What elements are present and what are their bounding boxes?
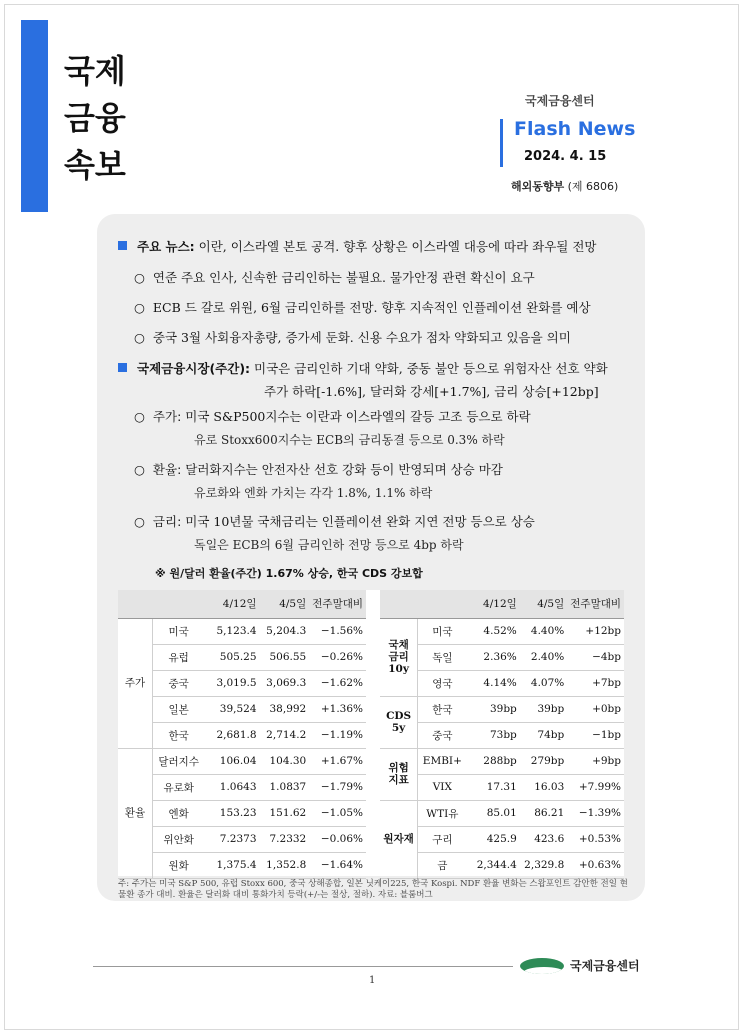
table-cell: +0.63% (567, 852, 624, 878)
row-group-label: 위험 지표 (380, 748, 418, 800)
table-cell: 5,204.3 (260, 618, 310, 644)
table-cell: −1.62% (309, 670, 366, 696)
dept-name: 해외동향부 (511, 180, 565, 193)
table-cell: 104.30 (260, 748, 310, 774)
market-item-continuation: 유로 Stoxx600지수는 ECB의 금리동결 등으로 0.3% 하락 (194, 433, 505, 447)
table-cell: 39,524 (204, 696, 259, 722)
row-label: 미국 (153, 618, 205, 644)
table-cell: 16.03 (520, 774, 567, 800)
row-group-label: 국채 금리 10y (380, 618, 418, 696)
table-cell: 288bp (466, 748, 519, 774)
row-label: 독일 (418, 644, 467, 670)
table-cell: −1.39% (567, 800, 624, 826)
table-cell: 86.21 (520, 800, 567, 826)
table-cell: 153.23 (204, 800, 259, 826)
sub-item-text: ECB 드 갈로 위원, 6월 금리인하를 전망. 향후 지속적인 인플레이션 완화를 예상 (152, 300, 591, 315)
table-cell: 39bp (466, 696, 519, 722)
corner-cell (418, 590, 467, 618)
market-item-continuation: 유로화와 엔화 가치는 각각 1.8%, 1.1% 하락 (194, 486, 433, 500)
table-cell: +12bp (567, 618, 624, 644)
market-item-rates (134, 512, 535, 530)
header-divider (500, 119, 503, 167)
row-label: 엔화 (153, 800, 205, 826)
table-row (118, 800, 366, 826)
table-cell: 4.52% (466, 618, 519, 644)
circle-bullet-icon: ○ (134, 462, 145, 477)
row-label: 중국 (153, 670, 205, 696)
table-cell: +0bp (567, 696, 624, 722)
kcif-logo-icon (520, 958, 564, 974)
sub-item (134, 328, 571, 346)
footer-rule (93, 966, 513, 967)
table-cell: 279bp (520, 748, 567, 774)
table-cell: −1.64% (309, 852, 366, 878)
table-cell: 4.14% (466, 670, 519, 696)
table-row (118, 774, 366, 800)
table-cell: 2,344.4 (466, 852, 519, 878)
table-cell: +1.67% (309, 748, 366, 774)
bullet-text: 이란, 이스라엘 본토 공격. 향후 상황은 이스라엘 대응에 따라 좌우될 전망 (194, 239, 597, 254)
column-header: 전주말대비 (567, 590, 624, 618)
row-group-label: 원자재 (380, 800, 418, 878)
table-row (118, 696, 366, 722)
column-header: 전주말대비 (309, 590, 366, 618)
bullet-heading: 국제금융시장(주간): (137, 361, 251, 376)
org-name: 국제금융센터 (525, 94, 595, 108)
table-cell: −0.26% (309, 644, 366, 670)
table-cell: 7.2332 (260, 826, 310, 852)
table-cell: 17.31 (466, 774, 519, 800)
flash-news-label: Flash News (514, 118, 636, 140)
issue-date: 2024. 4. 15 (524, 149, 607, 164)
sub-item (134, 298, 591, 316)
circle-bullet-icon: ○ (134, 270, 145, 285)
table-row (118, 618, 366, 644)
table-row (118, 670, 366, 696)
table-cell: 151.62 (260, 800, 310, 826)
bullet-main-news (118, 237, 597, 255)
table-cell: 38,992 (260, 696, 310, 722)
title-line-2: 금융 (64, 99, 126, 137)
row-label: VIX (418, 774, 467, 800)
table-cell: 106.04 (204, 748, 259, 774)
title-line-3: 속보 (64, 146, 126, 184)
sub-item (134, 268, 535, 286)
market-item-text: 달러화지수는 안전자산 선호 강화 등이 반영되며 상승 마감 (181, 462, 503, 477)
table-cell: +0.53% (567, 826, 624, 852)
row-label: EMBI+ (418, 748, 467, 774)
table-cell: 4.40% (520, 618, 567, 644)
table-cell: 1,375.4 (204, 852, 259, 878)
row-group-label: CDS 5y (380, 696, 418, 748)
table-row (118, 644, 366, 670)
row-group-label: 환율 (118, 748, 153, 878)
table-row (118, 722, 366, 748)
table-cell: 3,069.3 (260, 670, 310, 696)
market-item-heading: 금리: (152, 514, 182, 529)
table-cell: 74bp (520, 722, 567, 748)
market-item-continuation: 독일은 ECB의 6월 금리인하 전망 등으로 4bp 하락 (194, 538, 464, 552)
market-item-heading: 주가: (152, 409, 182, 424)
bullet-heading: 주요 뉴스: (137, 239, 195, 254)
table-cell: −1.19% (309, 722, 366, 748)
market-item-stocks (134, 407, 531, 425)
circle-bullet-icon: ○ (134, 409, 145, 424)
row-label: 미국 (418, 618, 467, 644)
table-cell: 85.01 (466, 800, 519, 826)
footer-logo-text: 국제금융센터 (570, 959, 640, 973)
column-header: 4/5일 (260, 590, 310, 618)
row-label: WTI유 (418, 800, 467, 826)
market-table-left (118, 590, 366, 879)
column-header: 4/5일 (520, 590, 567, 618)
table-cell: 2.40% (520, 644, 567, 670)
column-header: 4/12일 (204, 590, 259, 618)
row-label: 위안화 (153, 826, 205, 852)
table-row (380, 618, 624, 644)
corner-cell (380, 590, 418, 618)
table-cell: −1bp (567, 722, 624, 748)
square-bullet-icon (118, 241, 127, 250)
row-label: 구리 (418, 826, 467, 852)
table-cell: −1.56% (309, 618, 366, 644)
table-cell: 4.07% (520, 670, 567, 696)
row-label: 일본 (153, 696, 205, 722)
table-cell: +1.36% (309, 696, 366, 722)
corner-cell (118, 590, 153, 618)
table-cell: −1.05% (309, 800, 366, 826)
row-label: 중국 (418, 722, 467, 748)
table-cell: −0.06% (309, 826, 366, 852)
title-accent-bar (21, 20, 48, 212)
table-row (380, 748, 624, 774)
table-cell: 2,714.2 (260, 722, 310, 748)
table-cell: 1.0643 (204, 774, 259, 800)
table-cell: 1.0837 (260, 774, 310, 800)
bullet-text: 미국은 금리인하 기대 약화, 중동 불안 등으로 위험자산 선호 약화 (250, 361, 608, 376)
table-cell: 73bp (466, 722, 519, 748)
table-row (118, 826, 366, 852)
table-cell: 2,681.8 (204, 722, 259, 748)
corner-cell (153, 590, 205, 618)
table-cell: −4bp (567, 644, 624, 670)
row-label: 유럽 (153, 644, 205, 670)
sub-item-text: 중국 3월 사회융자총량, 증가세 둔화. 신용 수요가 점차 약화되고 있음을 의미 (152, 330, 571, 345)
row-label: 유로화 (153, 774, 205, 800)
table-cell: 425.9 (466, 826, 519, 852)
bullet-continuation: 주가 하락[-1.6%], 달러화 강세[+1.7%], 금리 상승[+12bp] (264, 384, 599, 399)
row-label: 원화 (153, 852, 205, 878)
table-cell: 39bp (520, 696, 567, 722)
table-row (380, 800, 624, 826)
market-item-heading: 환율: (152, 462, 182, 477)
page-number: 1 (369, 975, 376, 986)
row-label: 영국 (418, 670, 467, 696)
table-footnote: 주: 주가는 미국 S&P 500, 유럽 Stoxx 600, 중국 상해종합, 일본 닛케이225, 한국 Kospi. NDF 환율 변화는 스왑포인트 감안한 전일 현물환 종가 대비. 환율은 달러화 대비 통화가치 등락(+/-는 절상, 절하). 자료: 블룸버그 (118, 879, 628, 900)
table-row (118, 852, 366, 878)
table-cell: 505.25 (204, 644, 259, 670)
table-note-title: ※ 원/달러 환율(주간) 1.67% 상승, 한국 CDS 강보합 (155, 567, 423, 580)
table-cell: +7bp (567, 670, 624, 696)
circle-bullet-icon: ○ (134, 300, 145, 315)
footer-logo (520, 957, 640, 974)
table-cell: 2.36% (466, 644, 519, 670)
market-item-text: 미국 10년물 국채금리는 인플레이션 완화 지연 전망 등으로 상승 (181, 514, 535, 529)
row-label: 한국 (153, 722, 205, 748)
table-cell: −1.79% (309, 774, 366, 800)
table-cell: 1,352.8 (260, 852, 310, 878)
row-group-label: 주가 (118, 618, 153, 748)
table-cell: 2,329.8 (520, 852, 567, 878)
issue-number: (제 6806) (567, 180, 619, 193)
market-table-right (380, 590, 624, 879)
circle-bullet-icon: ○ (134, 330, 145, 345)
bullet-markets (118, 359, 608, 377)
table-cell: +9bp (567, 748, 624, 774)
column-header: 4/12일 (466, 590, 519, 618)
table-row (380, 696, 624, 722)
title-line-1: 국제 (64, 52, 126, 90)
table-cell: 506.55 (260, 644, 310, 670)
table-cell: +7.99% (567, 774, 624, 800)
department (511, 178, 618, 194)
circle-bullet-icon: ○ (134, 514, 145, 529)
table-cell: 5,123.4 (204, 618, 259, 644)
table-row (118, 748, 366, 774)
table-cell: 423.6 (520, 826, 567, 852)
page-title (64, 48, 126, 189)
row-label: 한국 (418, 696, 467, 722)
table-cell: 7.2373 (204, 826, 259, 852)
market-table (118, 590, 624, 876)
sub-item-text: 연준 주요 인사, 신속한 금리인하는 불필요. 물가안정 관련 확신이 요구 (152, 270, 535, 285)
table-cell: 3,019.5 (204, 670, 259, 696)
row-label: 금 (418, 852, 467, 878)
market-item-text: 미국 S&P500지수는 이란과 이스라엘의 갈등 고조 등으로 하락 (181, 409, 531, 424)
market-item-fx (134, 460, 503, 478)
row-label: 달러지수 (153, 748, 205, 774)
square-bullet-icon (118, 363, 127, 372)
